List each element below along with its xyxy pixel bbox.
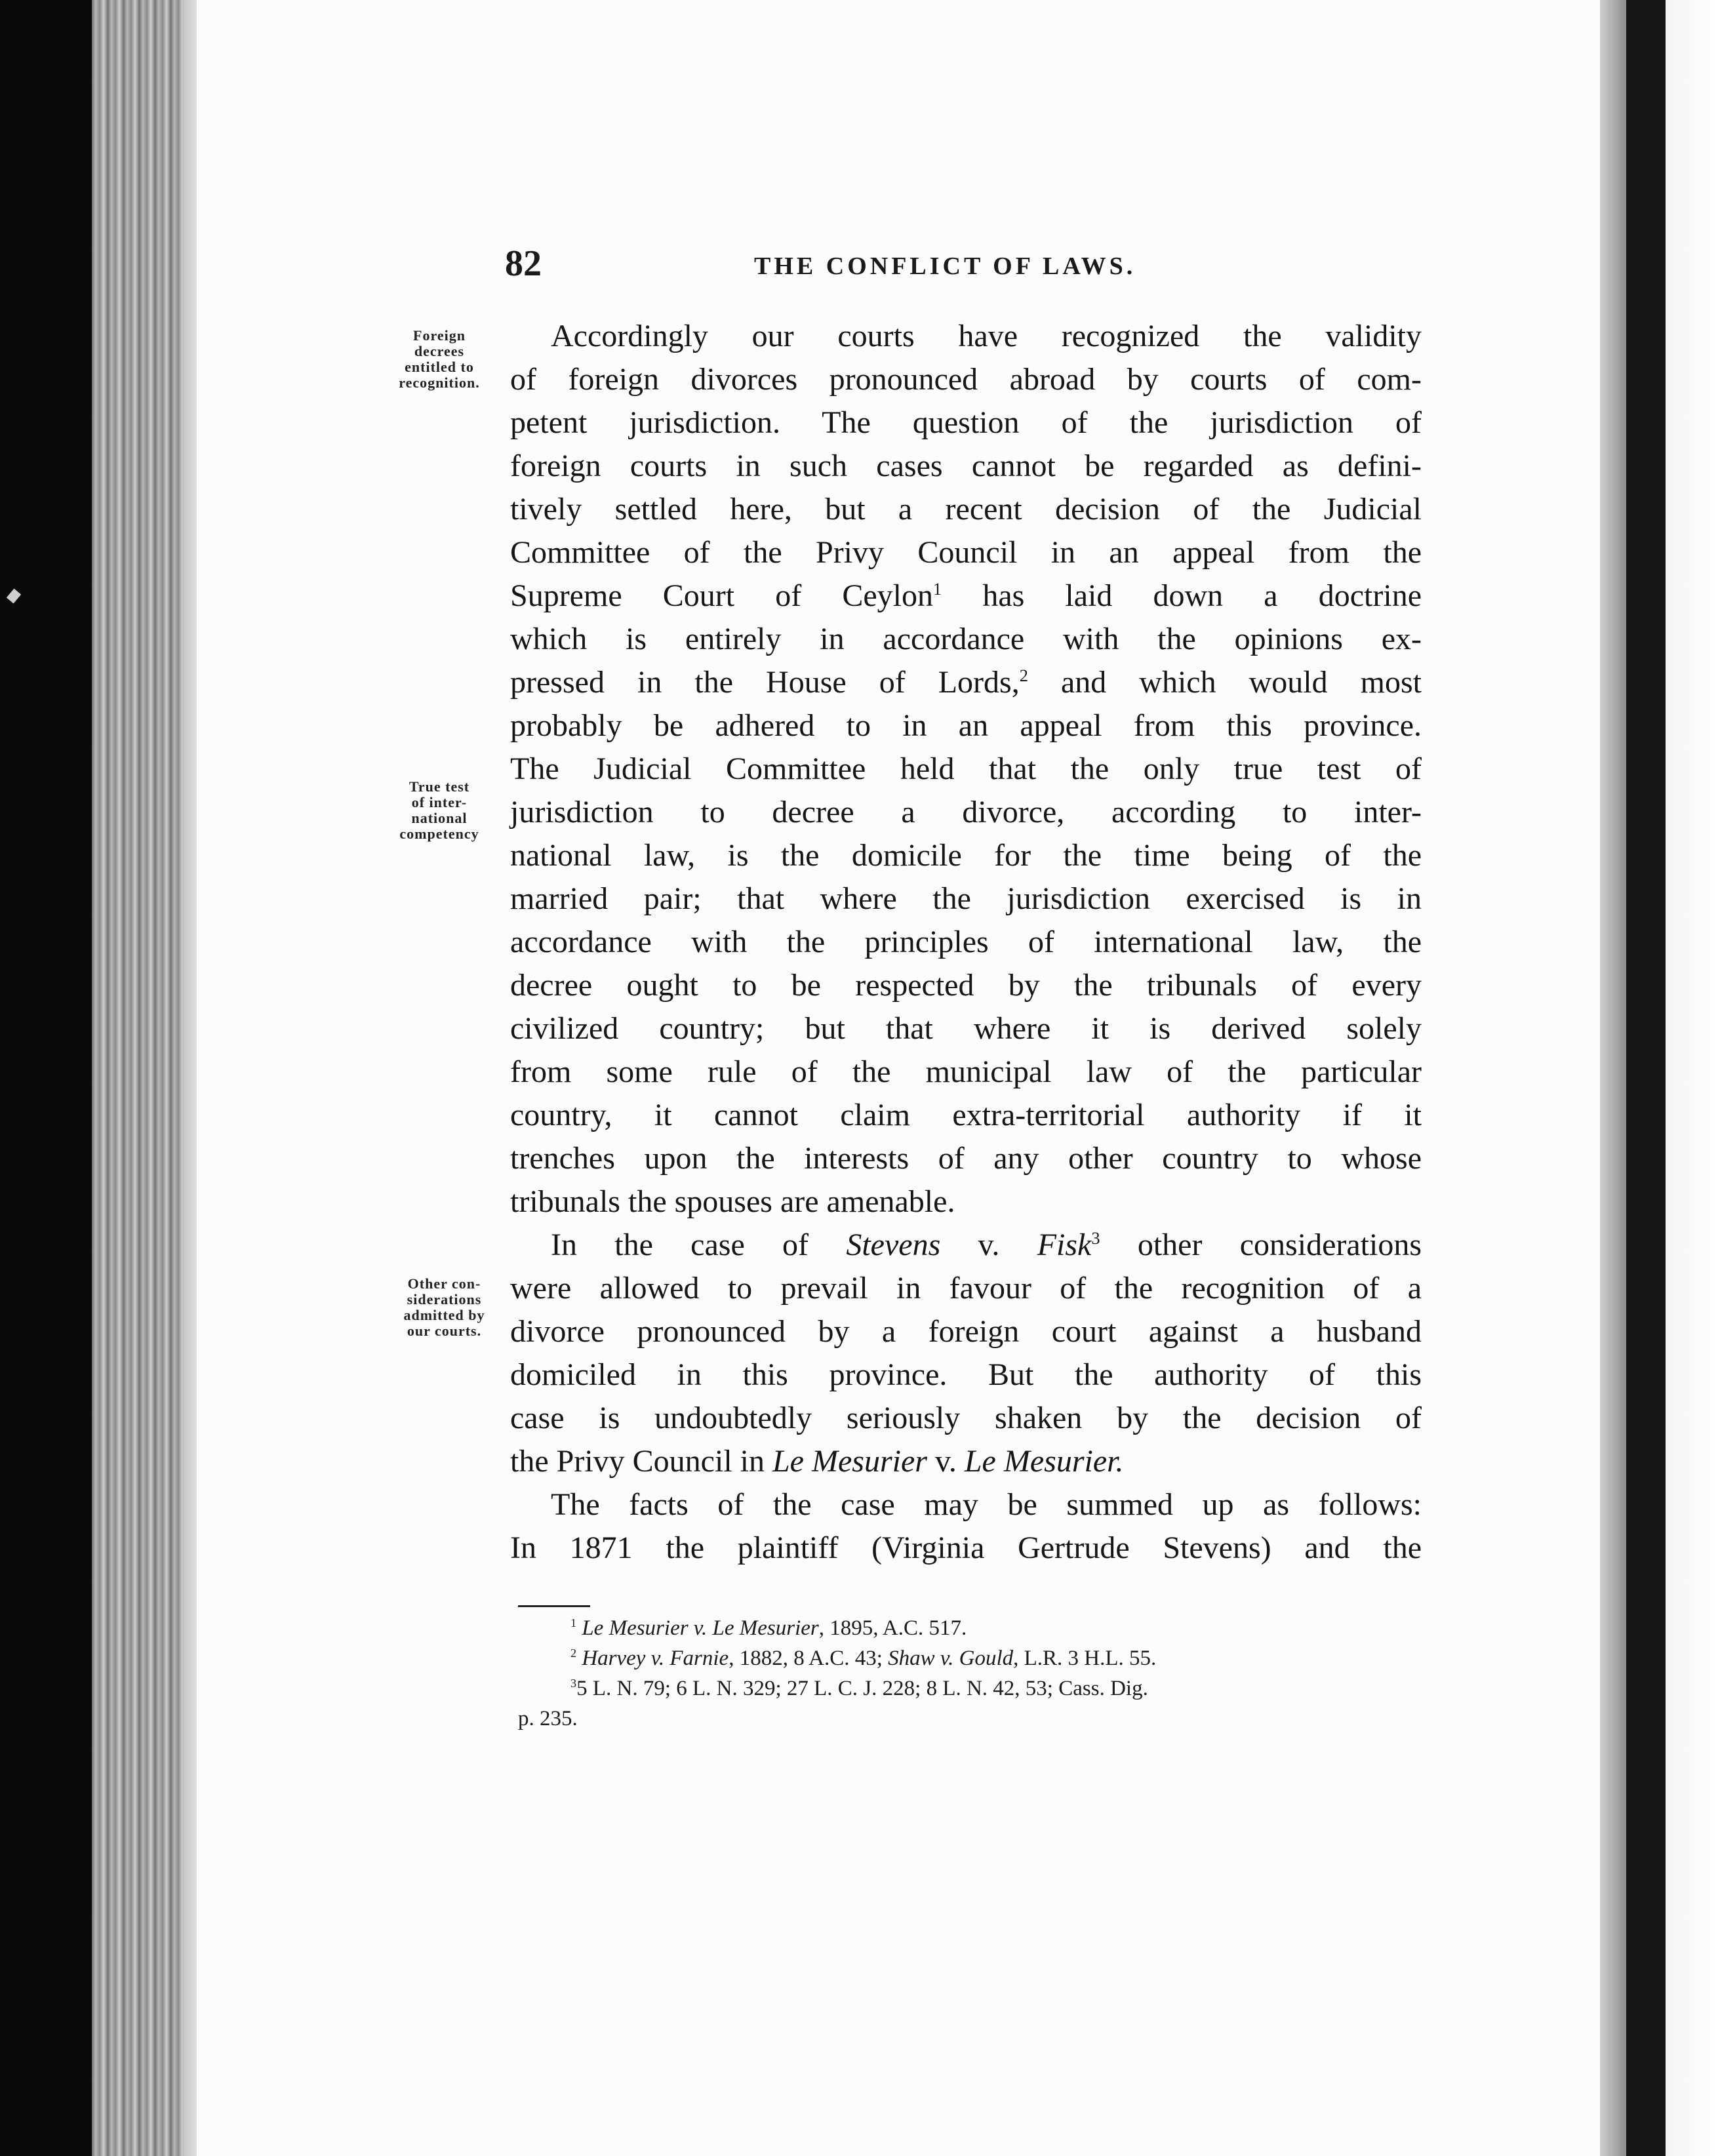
sidenote-line: of inter- xyxy=(411,794,468,810)
text-line: which is entirely in accordance with the opinions ex- xyxy=(510,622,1422,656)
sidenote-line: True test xyxy=(409,778,470,795)
sidenote-line: national xyxy=(411,810,468,826)
scan-speck xyxy=(7,589,21,604)
text-line: national law, is the domicile for the time being of the xyxy=(510,838,1422,873)
footnote-mark: 3 xyxy=(570,1677,577,1690)
text-line xyxy=(510,661,1422,704)
text-line: The Judicial Committee held that the only true test of xyxy=(510,751,1422,786)
text-line: Accordingly our courts have recognized the validity xyxy=(551,319,1422,353)
text-line: tively settled here, but a recent decision of the Judicial xyxy=(510,492,1422,527)
text-line: decree ought to be respected by the tribunals of every xyxy=(510,968,1422,1003)
sidenote-line: our courts. xyxy=(407,1323,482,1339)
text-fragment: In the case of xyxy=(551,1228,809,1262)
footnotes xyxy=(518,1613,1423,1734)
sidenote-line: Foreign xyxy=(413,327,466,344)
text-line: of foreign divorces pronounced abroad by courts of com- xyxy=(510,362,1422,397)
page-gutter-shadow xyxy=(1600,0,1626,2156)
page-edges xyxy=(92,0,203,2156)
sidenote-line: siderations xyxy=(407,1291,482,1308)
sidenote-line: admitted by xyxy=(403,1307,485,1323)
citation: , 1895, A.C. 517. xyxy=(818,1616,967,1640)
text-line xyxy=(510,574,1422,618)
case-name: Harvey v. Farnie xyxy=(582,1647,729,1670)
text-line: accordance with the principles of international law, the xyxy=(510,925,1422,959)
case-name: Le Mesurier v. Le Mesurier xyxy=(582,1616,819,1640)
footnote-mark: 1 xyxy=(570,1616,577,1629)
text-fragment: pressed in the House of Lords, xyxy=(510,665,1020,700)
footnote-3 xyxy=(518,1673,1423,1704)
next-page-edge xyxy=(1666,0,1718,2156)
text-line: from some rule of the municipal law of the particular xyxy=(510,1054,1422,1089)
text-line: tribunals the spouses are amenable. xyxy=(510,1184,955,1219)
text-line: trenches upon the interests of any other country to whose xyxy=(510,1141,1422,1176)
sidenote-other-considerations xyxy=(377,1276,511,1339)
text-line: domiciled in this province. But the authority of this xyxy=(510,1357,1422,1392)
footnote-ref-2: 2 xyxy=(1019,666,1028,685)
case-name: Le Mesurier. xyxy=(964,1444,1124,1479)
running-head: THE CONFLICT OF LAWS. xyxy=(754,252,1136,280)
footnote-mark: 2 xyxy=(570,1647,577,1660)
sidenote-true-test xyxy=(374,779,505,842)
text-line: divorce pronounced by a foreign court against a husband xyxy=(510,1314,1422,1349)
citation: , 1882, 8 A.C. 43; xyxy=(729,1647,883,1670)
text-fragment: other considerations xyxy=(1137,1228,1422,1262)
text-line: jurisdiction to decree a divorce, according to inter- xyxy=(510,795,1422,829)
text-line: married pair; that where the jurisdiction exercised is in xyxy=(510,881,1422,916)
text-line: case is undoubtedly seriously shaken by the decision of xyxy=(510,1401,1422,1435)
sidenote-line: entitled to xyxy=(405,359,474,375)
text-line: civilized country; but that where it is derived solely xyxy=(510,1011,1422,1046)
text-fragment: v. xyxy=(934,1444,957,1479)
footnote-2 xyxy=(518,1643,1423,1673)
text-fragment: has laid down a doctrine xyxy=(982,578,1422,613)
case-name: Stevens xyxy=(846,1228,941,1262)
citation: 5 L. N. 79; 6 L. N. 329; 27 L. C. J. 228; 8 L. N. 42, 53; Cass. Dig. xyxy=(576,1677,1148,1700)
text-line: The facts of the case may be summed up as follows: xyxy=(551,1487,1422,1522)
case-name: Le Mesurier xyxy=(772,1444,927,1479)
scan-background xyxy=(1626,0,1666,2156)
sidenote-line: competency xyxy=(399,826,479,842)
footnote-3-continued: p. 235. xyxy=(518,1707,578,1730)
text-line: In 1871 the plaintiff (Virginia Gertrude Stevens) and the xyxy=(510,1530,1422,1565)
case-name: Fisk xyxy=(1037,1228,1092,1262)
text-line: were allowed to prevail in favour of the recognition of a xyxy=(510,1271,1422,1306)
footnote-rule xyxy=(518,1605,590,1607)
footnote-ref-1: 1 xyxy=(932,579,942,599)
text-fragment: and which would most xyxy=(1060,665,1422,700)
text-line xyxy=(510,1440,1422,1483)
text-line: petent jurisdiction. The question of the jurisdiction of xyxy=(510,405,1422,440)
sidenote-line: decrees xyxy=(414,343,465,359)
text-fragment: the Privy Council in xyxy=(510,1444,765,1479)
text-line: foreign courts in such cases cannot be regarded as defini- xyxy=(510,449,1422,483)
text-line: probably be adhered to in an appeal from this province. xyxy=(510,708,1422,743)
footnote-ref-3: 3 xyxy=(1091,1228,1100,1248)
text-line xyxy=(510,1224,1422,1267)
sidenote-foreign-decrees xyxy=(367,328,511,391)
citation: , L.R. 3 H.L. 55. xyxy=(1013,1647,1157,1670)
footnote-1 xyxy=(518,1613,1423,1643)
text-line: country, it cannot claim extra-territorial authority if it xyxy=(510,1098,1422,1132)
page-number: 82 xyxy=(505,243,542,284)
text-fragment: Supreme Court of Ceylon xyxy=(510,578,933,613)
text-line: Committee of the Privy Council in an appeal from the xyxy=(510,535,1422,570)
text-fragment: v. xyxy=(978,1228,1000,1262)
case-name: Shaw v. Gould xyxy=(888,1647,1014,1670)
sidenote-line: Other con- xyxy=(407,1275,481,1292)
sidenote-line: recognition. xyxy=(399,374,480,391)
body-text xyxy=(510,315,1422,1570)
